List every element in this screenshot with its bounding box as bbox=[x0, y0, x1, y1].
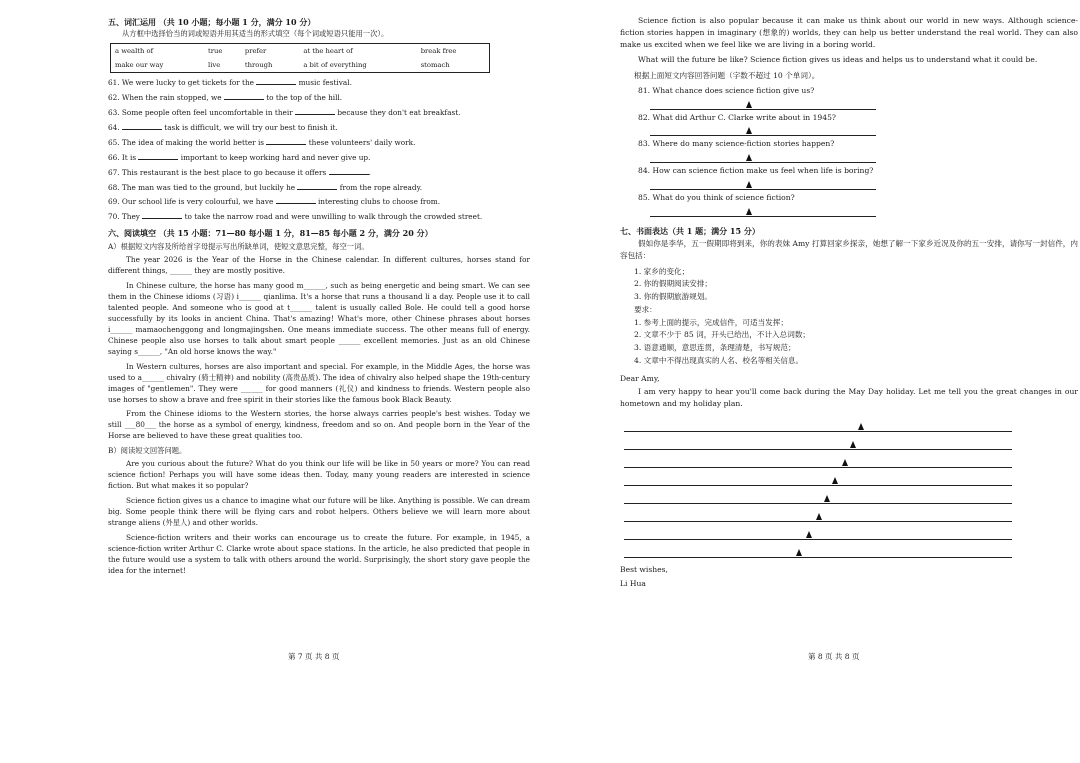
triangle-icon bbox=[842, 459, 848, 466]
question-84: 84. How can science fiction make us feel when life is boring? bbox=[638, 166, 874, 176]
passage-paragraph: Science-fiction writers and their works can encourage us to create the future. For example, in 1945, a science-fiction writer Arthur C. Clarke wrote about space stations. In the article, he also predicted that people in the future would use a system to talk with others around the world. Surprisingly, the short story gave people the idea for the internet! bbox=[108, 532, 530, 575]
answer-blank[interactable] bbox=[297, 182, 337, 190]
question-text: 65. The idea of making the world better is bbox=[108, 137, 265, 147]
answer-blank[interactable] bbox=[142, 211, 182, 219]
answer-blank[interactable] bbox=[138, 152, 178, 160]
section5-instruction: 从方框中选择恰当的词或短语并用其适当的形式填空（每个词或短语只能用一次）。 bbox=[122, 29, 389, 38]
answer-line[interactable] bbox=[650, 204, 876, 217]
question-text: from the rope already. bbox=[339, 182, 423, 192]
question-text: important to keep working hard and never give up. bbox=[180, 152, 371, 162]
content-point: 2. 你的假期阅读安排； bbox=[634, 279, 713, 289]
content-point: 1. 家乡的变化； bbox=[634, 266, 690, 276]
triangle-icon bbox=[850, 441, 856, 448]
writing-line[interactable] bbox=[624, 540, 1012, 558]
question-text: to take the narrow road and were unwilling to walk through the crowded street. bbox=[184, 212, 483, 222]
answer-line[interactable] bbox=[650, 177, 876, 190]
writing-line[interactable] bbox=[624, 414, 1012, 432]
content-point: 3. 你的假期旅游规划。 bbox=[634, 292, 713, 302]
requirement-item: 1. 参考上面的提示，完成信件，可适当发挥； bbox=[634, 317, 788, 327]
passage-paragraph: In Western cultures, horses are also important and special. For example, in the Middle Ages, the horse was used to a______ chivalry (骑士精神) and nobility (高贵品质). The idea of chivalry also helped shape the 19th-century images of "gentlemen". They were ______ for good manners (礼仪) and kindness to friends. Western people also use horses to show a brave and free spirit in their stories like the famous book Black Beauty. bbox=[108, 361, 530, 404]
question-69 bbox=[108, 196, 530, 208]
vocab-word: stomach bbox=[420, 60, 450, 69]
question-text: 69. Our school life is very colourful, we have bbox=[108, 197, 274, 207]
vocab-word: a bit of everything bbox=[303, 60, 367, 69]
vocab-word: make our way bbox=[115, 60, 164, 69]
question-61 bbox=[108, 77, 530, 89]
writing-line[interactable] bbox=[624, 450, 1012, 468]
letter-closing: Best wishes, bbox=[620, 565, 668, 574]
question-85: 85. What do you think of science fiction? bbox=[638, 192, 795, 202]
passage-paragraph: What will the future be like? Science fiction gives us ideas and helps us to understand what it could be. bbox=[638, 55, 1038, 65]
passage-paragraph: From the Chinese idioms to the Western stories, the horse always carries people's best wishes. Today we still ___80___ the horse as a symbol of energy, kindness, freedom and so on. And people born in the Year of the Horse are believed to have these great qualities too. bbox=[108, 409, 530, 441]
requirement-item: 3. 语意通顺，意思连贯，条理清楚，书写规范； bbox=[634, 343, 796, 353]
question-64 bbox=[108, 122, 530, 134]
question-text: 63. Some people often feel uncomfortable in their bbox=[108, 107, 293, 117]
writing-line[interactable] bbox=[624, 522, 1012, 540]
triangle-icon bbox=[746, 127, 752, 134]
question-81: 81. What chance does science fiction give us? bbox=[638, 85, 815, 95]
answer-blank[interactable] bbox=[224, 92, 264, 100]
section6-title: 六、阅读填空 （共 15 小题：71—80 每小题 1 分，81—85 每小题 2 分，满分 20 分） bbox=[108, 228, 433, 239]
vocab-row bbox=[111, 43, 490, 58]
vocab-word: prefer bbox=[244, 46, 267, 55]
partA-instruction: A）根据短文内容及所给首字母提示写出所缺单词，使短文意思完整，每空一词。 bbox=[108, 242, 369, 252]
answer-blank[interactable] bbox=[295, 107, 335, 115]
question-66 bbox=[108, 152, 530, 164]
question-63 bbox=[108, 107, 530, 119]
partB-instruction: B）阅读短文回答问题。 bbox=[108, 446, 187, 456]
page-number: 第 8 页 共 8 页 bbox=[808, 652, 860, 661]
answer-blank[interactable] bbox=[276, 196, 316, 204]
triangle-icon bbox=[746, 154, 752, 161]
left-page bbox=[108, 14, 530, 581]
answer-instruction: 根据上面短文内容回答问题（字数不超过 10 个单词）。 bbox=[634, 71, 820, 81]
triangle-icon bbox=[832, 477, 838, 484]
question-text: to the top of the hill. bbox=[266, 92, 343, 102]
vocab-word: true bbox=[208, 46, 223, 55]
triangle-icon bbox=[746, 208, 752, 215]
triangle-icon bbox=[858, 423, 864, 430]
requirements-label: 要求： bbox=[634, 304, 657, 314]
vocab-row bbox=[111, 58, 490, 73]
question-65 bbox=[108, 137, 530, 149]
answer-blank[interactable] bbox=[256, 77, 296, 85]
passage-paragraph: Are you curious about the future? What do you think our life will be like in 50 years or more? You can read science fiction! Perhaps you will have some ideas then. Today, many young readers are interested in science fiction. But what makes it so popular? bbox=[108, 459, 530, 491]
requirement-item: 2. 文章不少于 85 词，开头已给出，不计入总词数； bbox=[634, 330, 811, 340]
question-text: task is difficult, we will try our best to finish it. bbox=[164, 122, 338, 132]
triangle-icon bbox=[824, 495, 830, 502]
answer-blank[interactable] bbox=[329, 167, 369, 175]
vocab-word: at the heart of bbox=[303, 46, 353, 55]
writing-prompt: 假如你是李华，五一假期即将到来，你的表妹 Amy 打算回家乡探亲，她想了解一下家乡近况及你的五一安排，请你写一封信件，内容包括： bbox=[620, 239, 1078, 260]
question-68 bbox=[108, 182, 530, 194]
passage-paragraph: Science fiction is also popular because it can make us think about our world in new ways. Although science-fiction stories happen in imaginary (想象的) worlds, they can help us better understand the real world. They can also make us excited when we feel like we are living in a boring world. bbox=[620, 16, 1078, 49]
triangle-icon bbox=[796, 549, 802, 556]
triangle-icon bbox=[806, 531, 812, 538]
writing-line[interactable] bbox=[624, 432, 1012, 450]
question-62 bbox=[108, 92, 530, 104]
writing-line[interactable] bbox=[624, 468, 1012, 486]
question-text: 64. bbox=[108, 122, 120, 132]
writing-line[interactable] bbox=[624, 504, 1012, 522]
passage-paragraph: In Chinese culture, the horse has many good m______, such as being energetic and being smart. We can see them in the Chinese idioms (习语) i______ qianlima. It's a horse that runs a thousand li a day. People use it to call talented people. And someone who is good at t______ talent is usually called Bole. He could tell a good horse successfully by its looks in ancient China. That's amazing! What's more, other Chinese phrases about horses i______ mamaochenggong and longmajingshen. One means immediate success. The other means full of energy. Chinese people also use horses to talk about smart people ______ excellent memories. Just as an old Chinese saying s______, "An old horse knows the way." bbox=[108, 281, 530, 356]
question-text: 66. It is bbox=[108, 152, 137, 162]
question-text: . bbox=[368, 167, 371, 177]
vocab-word: live bbox=[208, 60, 221, 69]
section7-title: 七、书面表达（共 1 题；满分 15 分） bbox=[620, 225, 760, 236]
letter-opening: I am very happy to hear you'll come back during the May Day holiday. Let me tell you the great changes in our hometown and my holiday plan. bbox=[620, 387, 1078, 409]
answer-blank[interactable] bbox=[122, 122, 162, 130]
page-number: 第 7 页 共 8 页 bbox=[288, 652, 340, 661]
question-70 bbox=[108, 211, 530, 223]
writing-line[interactable] bbox=[624, 486, 1012, 504]
triangle-icon bbox=[746, 181, 752, 188]
question-text: 70. They bbox=[108, 212, 140, 222]
answer-line[interactable] bbox=[650, 97, 876, 110]
letter-signature: Li Hua bbox=[620, 578, 646, 588]
question-text: 62. When the rain stopped, we bbox=[108, 92, 222, 102]
question-text: 61. We were lucky to get tickets for the bbox=[108, 77, 254, 87]
passage-paragraph: Science fiction gives us a chance to imagine what our future will be like. Anything is possible. We can dream big. Some people think there will be flying cars and robot helpers. Others believe we will learn more about strange aliens (外星人) and other worlds. bbox=[108, 496, 530, 527]
vocab-word: break free bbox=[420, 46, 457, 55]
question-text: interesting clubs to choose from. bbox=[317, 197, 441, 207]
section5-title: 五、词汇运用 （共 10 小题；每小题 1 分，满分 10 分） bbox=[108, 17, 316, 27]
vocab-word: a wealth of bbox=[115, 46, 154, 55]
triangle-icon bbox=[816, 513, 822, 520]
question-text: because they don't eat breakfast. bbox=[337, 107, 461, 117]
vocab-word: through bbox=[244, 60, 273, 69]
answer-line[interactable] bbox=[650, 123, 876, 136]
letter-salutation: Dear Amy, bbox=[620, 373, 660, 383]
requirement-item: 4. 文章中不得出现真实的人名、校名等相关信息。 bbox=[634, 355, 804, 365]
triangle-icon bbox=[746, 101, 752, 108]
question-text: 68. The man was tied to the ground, but luckily he bbox=[108, 182, 296, 192]
question-text: 67. This restaurant is the best place to go because it offers bbox=[108, 167, 327, 177]
question-text: these volunteers' daily work. bbox=[308, 137, 416, 147]
right-page bbox=[620, 14, 1078, 592]
question-83: 83. Where do many science-fiction stories happen? bbox=[638, 139, 835, 149]
answer-line[interactable] bbox=[650, 150, 876, 163]
passage-paragraph: The year 2026 is the Year of the Horse in the Chinese calendar. In different cultures, horses stand for different things, ______ they are mostly positive. bbox=[108, 255, 530, 276]
answer-blank[interactable] bbox=[266, 137, 306, 145]
vocabulary-box bbox=[110, 43, 490, 73]
question-82: 82. What did Arthur C. Clarke write about in 1945? bbox=[638, 112, 836, 122]
question-67 bbox=[108, 167, 530, 179]
question-text: music festival. bbox=[298, 77, 352, 87]
